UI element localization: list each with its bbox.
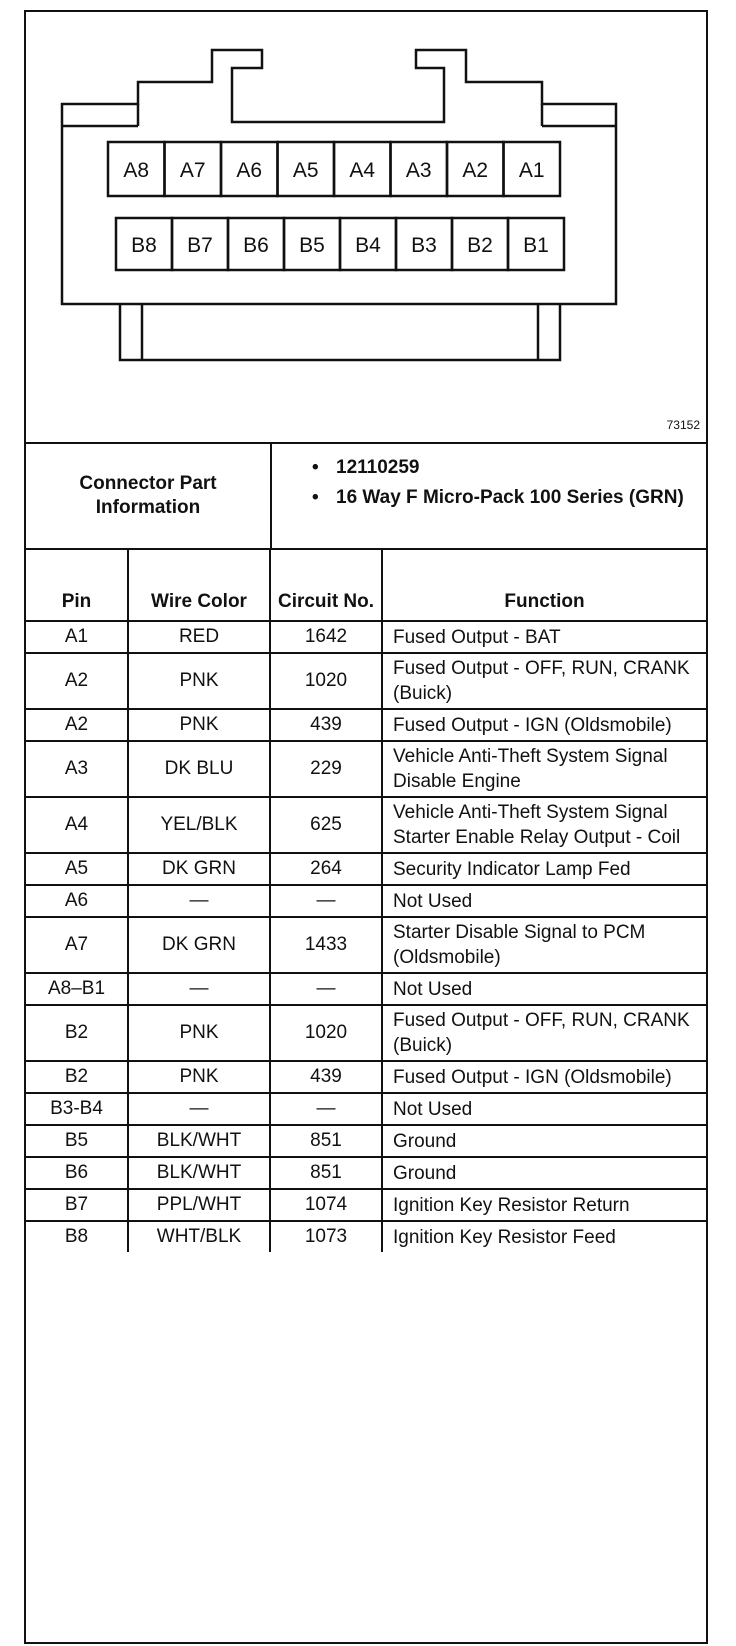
function-cell: Starter Disable Signal to PCM (Oldsmobile): [382, 917, 706, 973]
wire-color-cell: RED: [128, 621, 270, 653]
pin-cell: B8: [26, 1221, 128, 1252]
connector-drawing: [26, 12, 706, 442]
pin-cavity-label: B1: [523, 234, 549, 257]
table-row: [26, 917, 706, 973]
part-info-list: [272, 456, 702, 516]
table-row: [26, 1093, 706, 1125]
pin-cell: A3: [26, 741, 128, 797]
circuit-cell: 264: [270, 853, 382, 885]
pin-cell: A1: [26, 621, 128, 653]
wire-color-cell: PNK: [128, 653, 270, 709]
function-cell: Fused Output - IGN (Oldsmobile): [382, 709, 706, 741]
table-row: [26, 1125, 706, 1157]
wire-color-cell: PPL/WHT: [128, 1189, 270, 1221]
circuit-cell: 1074: [270, 1189, 382, 1221]
pin-cavity-label: A2: [462, 159, 489, 182]
pin-cavity-label: B5: [299, 234, 325, 257]
bullet-icon: •: [312, 457, 319, 478]
pin-table: [26, 548, 706, 1252]
pin-cell: B2: [26, 1061, 128, 1093]
pin-cell: B6: [26, 1157, 128, 1189]
wire-color-cell: DK BLU: [128, 741, 270, 797]
header-pin: Pin: [26, 549, 128, 621]
circuit-cell: 439: [270, 1061, 382, 1093]
header-wire-color: Wire Color: [128, 549, 270, 621]
function-cell: Fused Output - OFF, RUN, CRANK (Buick): [382, 653, 706, 709]
wire-color-cell: BLK/WHT: [128, 1125, 270, 1157]
connector-description: • 16 Way F Micro-Pack 100 Series (GRN): [312, 487, 684, 508]
pin-cell: B5: [26, 1125, 128, 1157]
table-row: [26, 1157, 706, 1189]
pin-cavity-label: B3: [411, 234, 437, 257]
wire-color-cell: WHT/BLK: [128, 1221, 270, 1252]
table-row: [26, 1005, 706, 1061]
connector-diagram: [26, 12, 706, 444]
wire-color-cell: YEL/BLK: [128, 797, 270, 853]
circuit-cell: 1073: [270, 1221, 382, 1252]
part-info-label-line2: Information: [95, 497, 201, 518]
function-cell: Not Used: [382, 973, 706, 1005]
table-row: [26, 1221, 706, 1252]
wire-color-cell: PNK: [128, 1061, 270, 1093]
table-row: [26, 1189, 706, 1221]
part-info-label: [26, 444, 272, 548]
table-row: [26, 797, 706, 853]
wire-color-cell: PNK: [128, 709, 270, 741]
circuit-cell: —: [270, 973, 382, 1005]
pin-cavity-label: B2: [467, 234, 493, 257]
pin-cavity-label: B7: [187, 234, 213, 257]
header-function: Function: [382, 549, 706, 621]
function-cell: Vehicle Anti-Theft System Signal Starter Enable Relay Output - Coil: [382, 797, 706, 853]
header-circuit-no: Circuit No.: [270, 549, 382, 621]
circuit-cell: 229: [270, 741, 382, 797]
circuit-cell: 1642: [270, 621, 382, 653]
function-cell: Ground: [382, 1125, 706, 1157]
pin-cell: A4: [26, 797, 128, 853]
pin-cavity-label: A3: [405, 159, 432, 182]
pin-cavity-label: A8: [123, 159, 150, 182]
pin-cell: A5: [26, 853, 128, 885]
table-row: [26, 741, 706, 797]
table-row: [26, 709, 706, 741]
circuit-cell: —: [270, 1093, 382, 1125]
function-cell: Security Indicator Lamp Fed: [382, 853, 706, 885]
circuit-cell: 1433: [270, 917, 382, 973]
pin-cell: B3-B4: [26, 1093, 128, 1125]
pin-cell: B2: [26, 1005, 128, 1061]
function-cell: Fused Output - OFF, RUN, CRANK (Buick): [382, 1005, 706, 1061]
pin-table-header: [26, 549, 706, 621]
table-row: [26, 973, 706, 1005]
circuit-cell: 439: [270, 709, 382, 741]
function-cell: Not Used: [382, 885, 706, 917]
function-cell: Ignition Key Resistor Feed: [382, 1221, 706, 1252]
wire-color-cell: DK GRN: [128, 853, 270, 885]
table-row: [26, 1061, 706, 1093]
pin-cavity-label: A6: [236, 159, 263, 182]
function-cell: Ground: [382, 1157, 706, 1189]
part-info-label-line1: Connector Part: [79, 473, 217, 494]
table-row: [26, 885, 706, 917]
wire-color-cell: —: [128, 1093, 270, 1125]
circuit-cell: 1020: [270, 653, 382, 709]
function-cell: Fused Output - BAT: [382, 621, 706, 653]
wire-color-cell: BLK/WHT: [128, 1157, 270, 1189]
circuit-cell: 625: [270, 797, 382, 853]
connector-skirt: [120, 304, 560, 360]
pin-cavity-label: A4: [349, 159, 376, 182]
table-row: [26, 853, 706, 885]
pin-cavity-label: B4: [355, 234, 381, 257]
part-number: • 12110259: [312, 457, 420, 478]
circuit-cell: —: [270, 885, 382, 917]
pin-cell: A2: [26, 709, 128, 741]
function-cell: Ignition Key Resistor Return: [382, 1189, 706, 1221]
figure-number: 73152: [666, 418, 700, 432]
pin-cavity-label: B6: [243, 234, 269, 257]
wire-color-cell: DK GRN: [128, 917, 270, 973]
wire-color-cell: —: [128, 973, 270, 1005]
circuit-cell: 851: [270, 1157, 382, 1189]
wire-color-cell: PNK: [128, 1005, 270, 1061]
circuit-cell: 1020: [270, 1005, 382, 1061]
pin-cavity-label: A5: [292, 159, 319, 182]
table-row: [26, 621, 706, 653]
pin-cell: A7: [26, 917, 128, 973]
function-cell: Fused Output - IGN (Oldsmobile): [382, 1061, 706, 1093]
pin-cavity-label: A1: [518, 159, 545, 182]
pin-cavity-label: A7: [179, 159, 206, 182]
circuit-cell: 851: [270, 1125, 382, 1157]
pin-cavity-label: B8: [131, 234, 157, 257]
pin-cell: A8–B1: [26, 973, 128, 1005]
pin-cell: A6: [26, 885, 128, 917]
function-cell: Not Used: [382, 1093, 706, 1125]
wire-color-cell: —: [128, 885, 270, 917]
table-row: [26, 653, 706, 709]
pin-cell: A2: [26, 653, 128, 709]
connector-sheet: [24, 10, 708, 1644]
function-cell: Vehicle Anti-Theft System Signal Disable Engine: [382, 741, 706, 797]
bullet-icon: •: [312, 487, 319, 508]
connector-part-info: [26, 444, 706, 550]
pin-cell: B7: [26, 1189, 128, 1221]
